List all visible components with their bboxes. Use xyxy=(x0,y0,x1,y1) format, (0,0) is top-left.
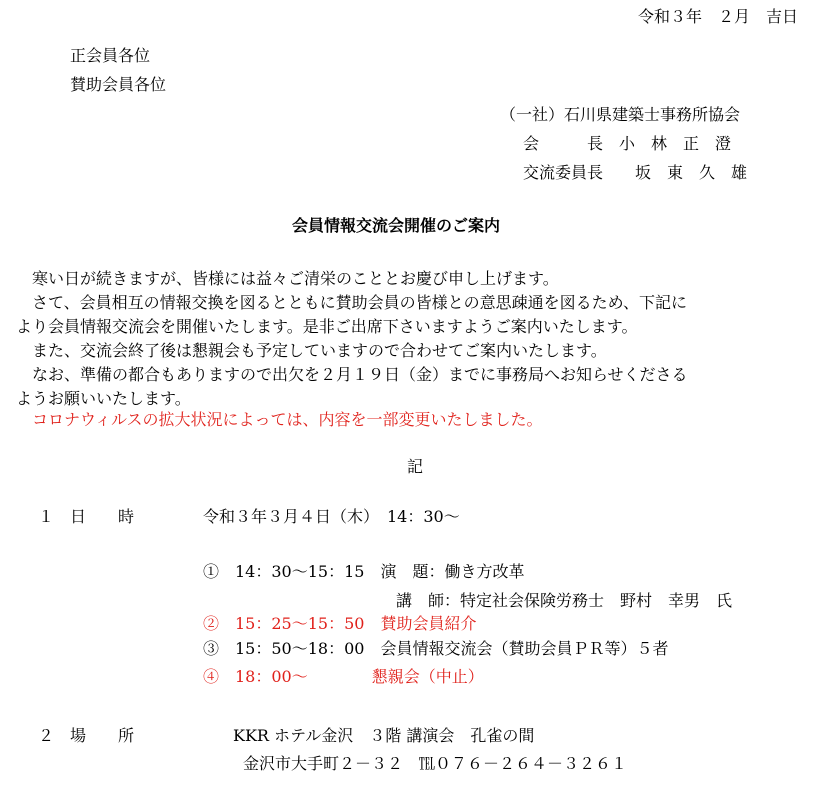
document-date: 令和３年 ２月 吉日 xyxy=(637,7,798,26)
body-line-2: さて、会員相互の情報交換を図るとともに賛助会員の皆様との意思疎通を図るため、下記に xyxy=(16,293,688,312)
schedule-item: ② 15：25～15：50 賛助会員紹介 xyxy=(203,614,477,633)
recipient-supporting-members: 賛助会員各位 xyxy=(70,75,167,94)
recipient-regular-members: 正会員各位 xyxy=(70,46,151,65)
document-title: 会員情報交流会開催のご案内 xyxy=(292,216,501,235)
item-venue-value: KKR ホテル金沢 ３階 講演会 孔雀の間 xyxy=(233,726,535,745)
item-datetime-label: １ 日 時 xyxy=(38,507,135,526)
item-venue-address: 金沢市大手町２－３２ ℡０７６－２６４－３２６１ xyxy=(243,754,628,773)
item-venue-label: ２ 場 所 xyxy=(38,726,135,745)
body-line-3: より会員情報交流会を開催いたします。是非ご出席下さいますようご案内いたします。 xyxy=(16,317,638,336)
ki-heading: 記 xyxy=(407,457,424,476)
schedule-item: ③ 15：50～18：00 会員情報交流会（賛助会員ＰＲ等）５者 xyxy=(203,639,669,658)
body-line-4: また、交流会終了後は懇親会も予定していますので合わせてご案内いたします。 xyxy=(16,341,607,360)
sender-president: 会 長 小 林 正 澄 xyxy=(523,134,732,153)
body-line-5: なお、準備の都合もありますので出欠を２月１９日（金）までに事務局へお知らせくださる xyxy=(16,365,688,384)
schedule-item: ① 14：30～15：15 演 題：働き方改革 xyxy=(203,562,525,581)
sender-committee-chair: 交流委員長 坂 東 久 雄 xyxy=(523,163,748,182)
covid-notice: コロナウィルスの拡大状況によっては、内容を一部変更いたしました。 xyxy=(16,410,543,429)
body-line-1: 寒い日が続きますが、皆様には益々ご清栄のこととお慶び申し上げます。 xyxy=(16,269,559,288)
item-datetime-value: 令和３年３月４日（木） 14：30～ xyxy=(203,507,460,526)
schedule-item: 講 師：特定社会保険労務士 野村 幸男 氏 xyxy=(396,591,733,610)
schedule-item: ④ 18：00～ 懇親会（中止） xyxy=(203,667,484,686)
sender-organization: （一社）石川県建築士事務所協会 xyxy=(500,105,741,124)
body-line-6: ようお願いいたします。 xyxy=(16,389,191,408)
